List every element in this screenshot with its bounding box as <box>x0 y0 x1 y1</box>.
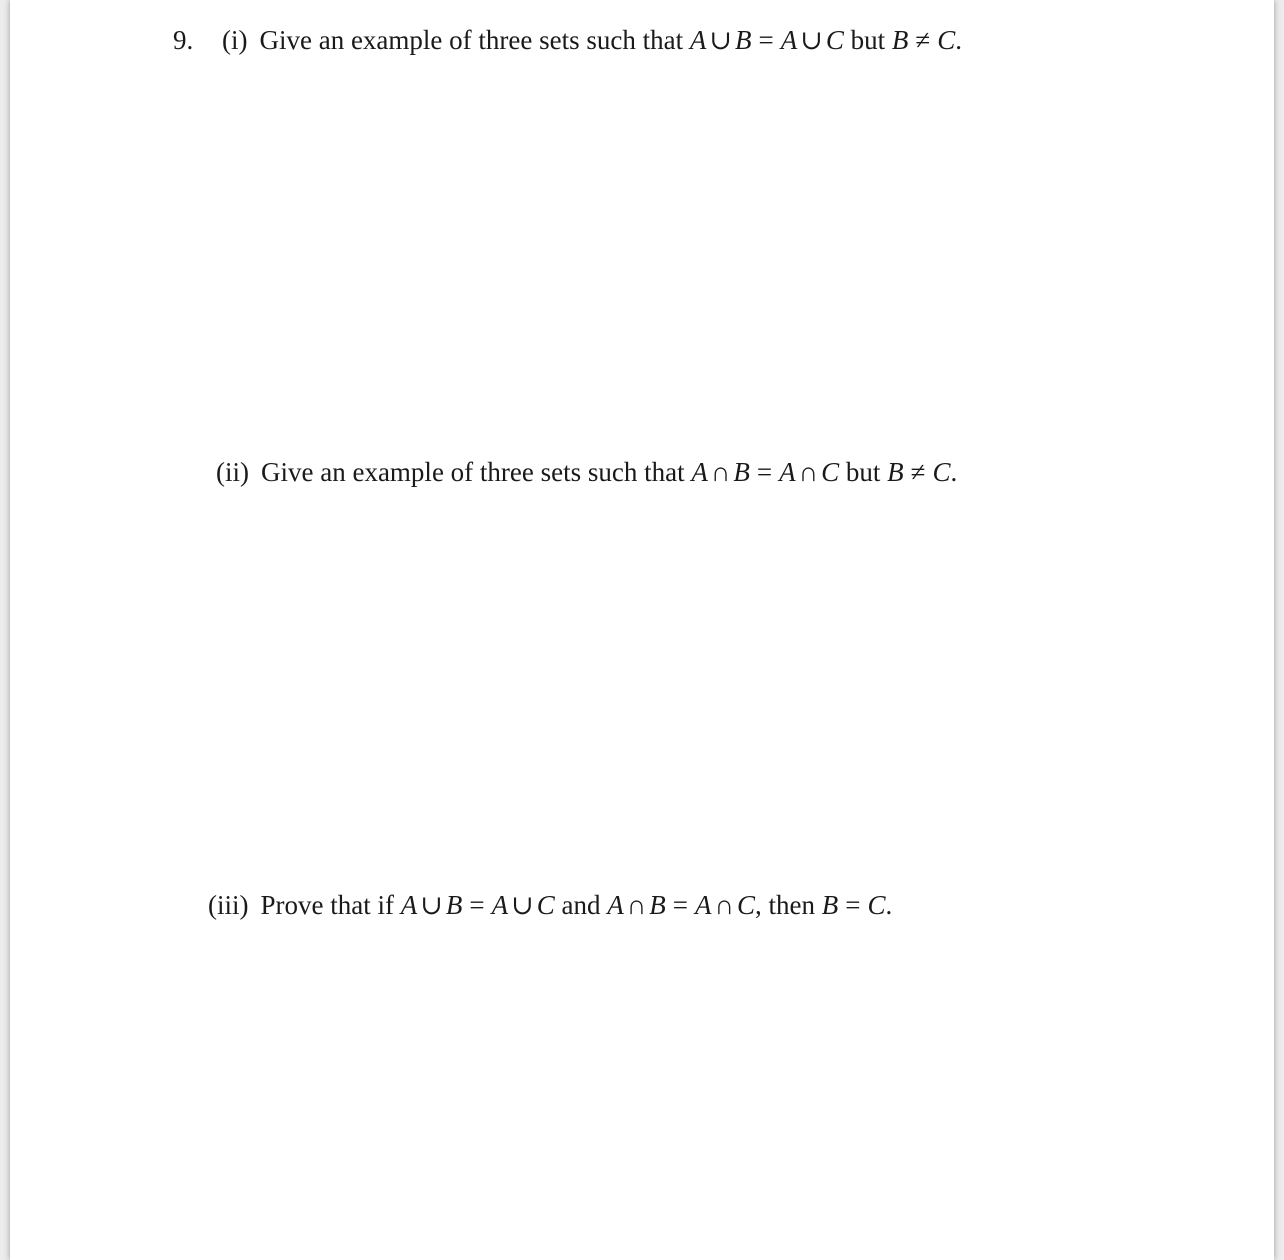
connector-text: but <box>845 457 881 487</box>
document-page <box>10 0 1274 1260</box>
math-expression-intersection: A ∩ B = A ∩ C <box>607 890 755 920</box>
math-expression-tail: B ≠ C <box>887 457 951 487</box>
connector-text: and <box>561 890 601 920</box>
part-label: (ii) <box>216 457 249 487</box>
connector-text: but <box>850 25 886 55</box>
part-text: Give an example of three sets such that <box>261 457 685 487</box>
math-expression-tail: B = C <box>821 890 886 920</box>
math-expression: A ∩ B = A ∩ C <box>691 457 840 487</box>
part-text: Give an example of three sets such that <box>259 25 684 55</box>
part-text: Prove that if <box>260 890 394 920</box>
question-part-iii: (iii) Prove that if A ∪ B = A ∪ C and A ∩ B = A ∩ C, then B = C. <box>208 890 893 920</box>
part-label: (iii) <box>208 890 249 920</box>
part-label: (i) <box>222 25 248 55</box>
math-expression: A ∪ B = A ∪ C <box>689 25 844 55</box>
question-part-i: (i) Give an example of three sets such that A ∪ B = A ∪ C but B ≠ C. <box>222 25 962 55</box>
then-text: then <box>768 890 815 920</box>
math-expression-union: A ∪ B = A ∪ C <box>400 890 555 920</box>
math-expression-tail: B ≠ C <box>891 25 956 55</box>
question-part-ii: (ii) Give an example of three sets such that A ∩ B = A ∩ C but B ≠ C. <box>216 457 958 487</box>
question-number: 9. <box>173 25 194 55</box>
